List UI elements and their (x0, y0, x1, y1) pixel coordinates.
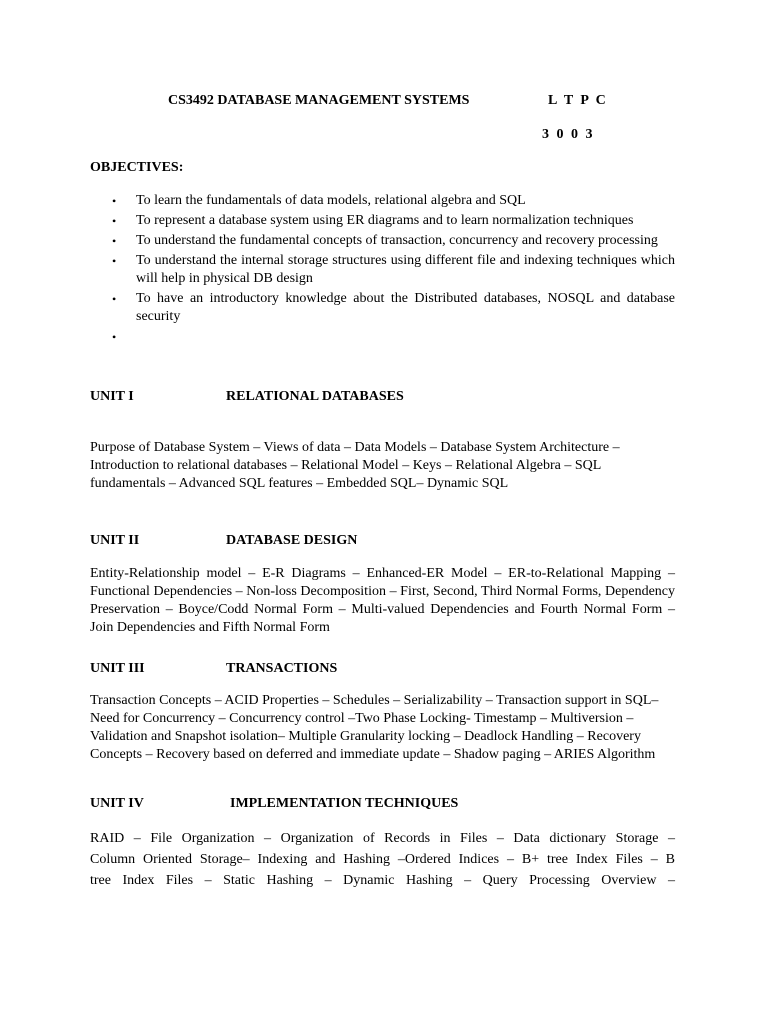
objective-text: To represent a database system using ER diagrams and to learn normalization techniques (136, 213, 634, 228)
objective-text: To understand the internal storage structures using different file and indexing techniques which will help in physical DB design (136, 253, 675, 286)
unit-content: Entity-Relationship model – E-R Diagrams – Enhanced-ER Model – ER-to-Relational Mapping –Functional Dependencies – Non-loss Decomposition – First, Second, Third Normal Forms, Dependency Preservation – Boyce/Codd Normal Form – Multi-valued Dependencies and Fourth Normal Form – Join Dependencies and Fifth Normal Form (90, 566, 675, 635)
bullet-icon: • (112, 194, 117, 208)
ltpc-value: 3 0 0 3 (542, 127, 595, 142)
ltpc-label: L T P C (548, 93, 608, 108)
unit-title: TRANSACTIONS (226, 661, 338, 676)
objectives-heading: OBJECTIVES: (90, 160, 184, 175)
course-title: CS3492 DATABASE MANAGEMENT SYSTEMS (168, 93, 470, 108)
objectives-list (90, 192, 675, 348)
bullet-icon: • (112, 214, 117, 228)
bullet-icon: • (112, 330, 117, 344)
unit-content-line: tree Index Files – Static Hashing – Dynamic Hashing – Query Processing Overview – (90, 873, 675, 888)
objective-text: To understand the fundamental concepts of transaction, concurrency and recovery processing (136, 233, 658, 248)
unit-heading (90, 660, 337, 678)
unit-title: RELATIONAL DATABASES (226, 389, 404, 404)
objective-item (90, 212, 675, 230)
bullet-icon: • (112, 292, 117, 306)
unit-heading (90, 532, 357, 550)
unit-content: Transaction Concepts – ACID Properties – Schedules – Serializability – Transaction support in SQL– Need for Concurrency – Concurrency control –Two Phase Locking- Timestamp – Multiversion –Validation and Snapshot isolation– Multiple Granularity locking – Deadlock Handling – Recovery Concepts – Recovery based on deferred and immediate update – Shadow paging – ARIES Algorithm (90, 693, 659, 762)
objective-item-empty (90, 328, 675, 346)
objective-item (90, 192, 675, 210)
objective-item (90, 290, 675, 326)
unit-heading (90, 795, 458, 813)
unit-label: UNIT II (90, 533, 140, 548)
unit-content-line: RAID – File Organization – Organization of Records in Files – Data dictionary Storage – (90, 831, 675, 846)
unit-heading (90, 388, 404, 406)
unit-label: UNIT IV (90, 796, 144, 811)
unit-title: IMPLEMENTATION TECHNIQUES (230, 796, 459, 811)
objective-item (90, 252, 675, 288)
unit-content (90, 828, 675, 891)
unit-content: Purpose of Database System – Views of data – Data Models – Database System Architecture – Introduction to relational databases – Relational Model – Keys – Relational Algebra – SQL fundamentals – Advanced SQL features – Embedded SQL– Dynamic SQL (90, 440, 620, 491)
unit-content-line: Column Oriented Storage– Indexing and Hashing –Ordered Indices – B+ tree Index Files – B (90, 852, 675, 867)
bullet-icon: • (112, 234, 117, 248)
unit-label: UNIT I (90, 389, 134, 404)
unit-title: DATABASE DESIGN (226, 533, 358, 548)
objective-item (90, 232, 675, 250)
unit-label: UNIT III (90, 661, 145, 676)
objective-text: To have an introductory knowledge about the Distributed databases, NOSQL and database security (136, 291, 675, 324)
bullet-icon: • (112, 254, 117, 268)
objective-text: To learn the fundamentals of data models, relational algebra and SQL (136, 193, 526, 208)
